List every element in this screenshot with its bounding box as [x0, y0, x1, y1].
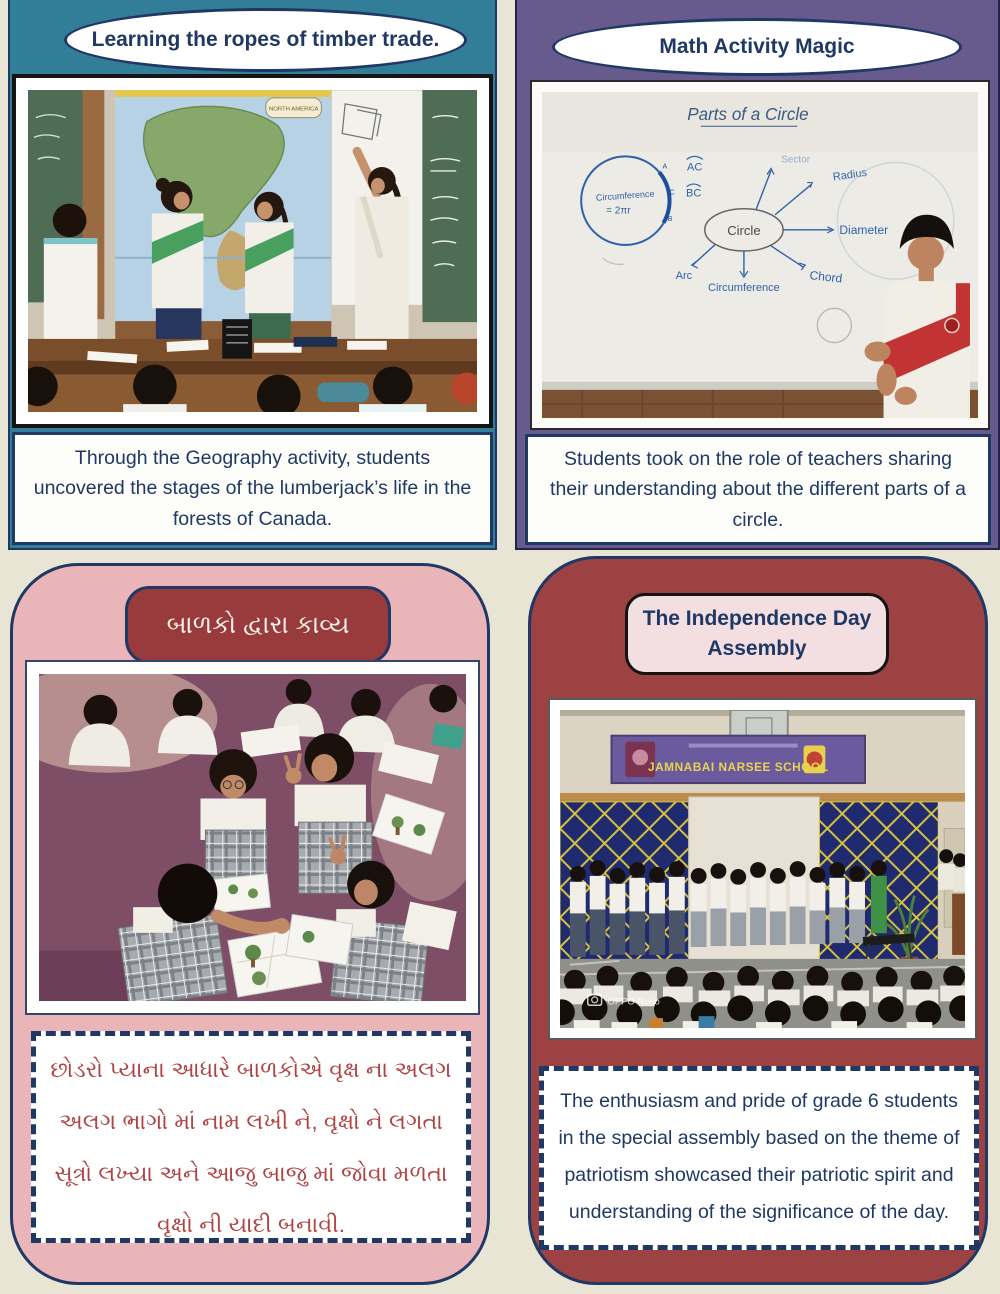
svg-text:Radius: Radius: [832, 166, 868, 184]
school-banner-text: JAMNABAI NARSEE SCHOOL: [648, 760, 829, 775]
assembly-title-line1: The Independence Day: [642, 606, 872, 630]
assembly-title-line2: Assembly: [707, 637, 807, 660]
svg-text:Circle: Circle: [727, 222, 761, 238]
students-carpet-photo: [39, 674, 466, 1001]
poetry-title: બાળકો દ્વારા કાવ્ય: [166, 610, 350, 639]
math-photo-frame: [530, 80, 990, 430]
svg-text:BC: BC: [686, 187, 702, 200]
svg-text:Diameter: Diameter: [839, 222, 889, 237]
math-title-banner: [552, 18, 962, 76]
assembly-caption-box: [539, 1066, 979, 1250]
svg-text:AC: AC: [687, 161, 703, 174]
svg-text:Arc: Arc: [675, 270, 693, 283]
board-title: Parts of a Circle: [687, 105, 809, 125]
math-panel: [515, 0, 1000, 550]
assembly-panel: [528, 556, 988, 1285]
svg-text:Sector: Sector: [781, 154, 811, 166]
geography-caption-box: [12, 432, 493, 545]
svg-text:C: C: [669, 189, 675, 197]
svg-text:Chord: Chord: [808, 268, 843, 286]
poetry-caption: છોડરો પ્યાના આધારે બાળકોએ વૃક્ષ ના અલગ અલગ ભાગો માં નામ લખી ને, વૃક્ષો ને લગતા સૂત્રો લખ્યા અને આજુ બાજુ માં જોવા મળતા વૃક્ષો ની યાદી બનાવી.: [50, 1057, 452, 1238]
poetry-panel: [10, 563, 490, 1285]
geography-caption: Through the Geography activity, students uncovered the stages of the lumberjack’s life in the forests of Canada.: [33, 447, 472, 530]
math-caption-box: [525, 434, 991, 545]
right-chalkboard: [422, 90, 477, 322]
math-caption: Students took on the role of teachers sharing their understanding about the different parts of a circle.: [550, 448, 966, 531]
svg-text:= 2πr: = 2πr: [606, 205, 631, 217]
svg-text:B: B: [667, 215, 673, 223]
geography-title-banner: [64, 8, 467, 72]
wall-map: [115, 90, 331, 321]
svg-text:Circumference: Circumference: [708, 282, 780, 295]
math-whiteboard-photo: [542, 92, 978, 418]
poetry-photo-frame: [25, 660, 480, 1015]
svg-text:A: A: [662, 163, 668, 171]
watermark-text: OPPO Reno: [607, 995, 660, 1007]
geography-title: Learning the ropes of timber trade.: [91, 28, 440, 51]
math-title: Math Activity Magic: [659, 35, 855, 58]
assembly-photo: [560, 710, 965, 1028]
assembly-title-banner: [625, 593, 889, 675]
poetry-title-banner: [125, 586, 391, 664]
assembly-photo-frame: [548, 698, 977, 1040]
geography-photo-frame: [12, 74, 493, 428]
school-banner: [611, 736, 864, 783]
geography-classroom-photo: [28, 90, 477, 412]
svg-text:Circumference: Circumference: [595, 188, 655, 203]
poetry-caption-box: [31, 1031, 471, 1243]
assembly-caption: The enthusiasm and pride of grade 6 students in the special assembly based on the theme of patriotism showcased their patriotic spirit and understanding of the significance of the day.: [558, 1090, 960, 1224]
geography-panel: [8, 0, 497, 550]
map-plaque-label: NORTH AMERICA: [268, 106, 319, 113]
